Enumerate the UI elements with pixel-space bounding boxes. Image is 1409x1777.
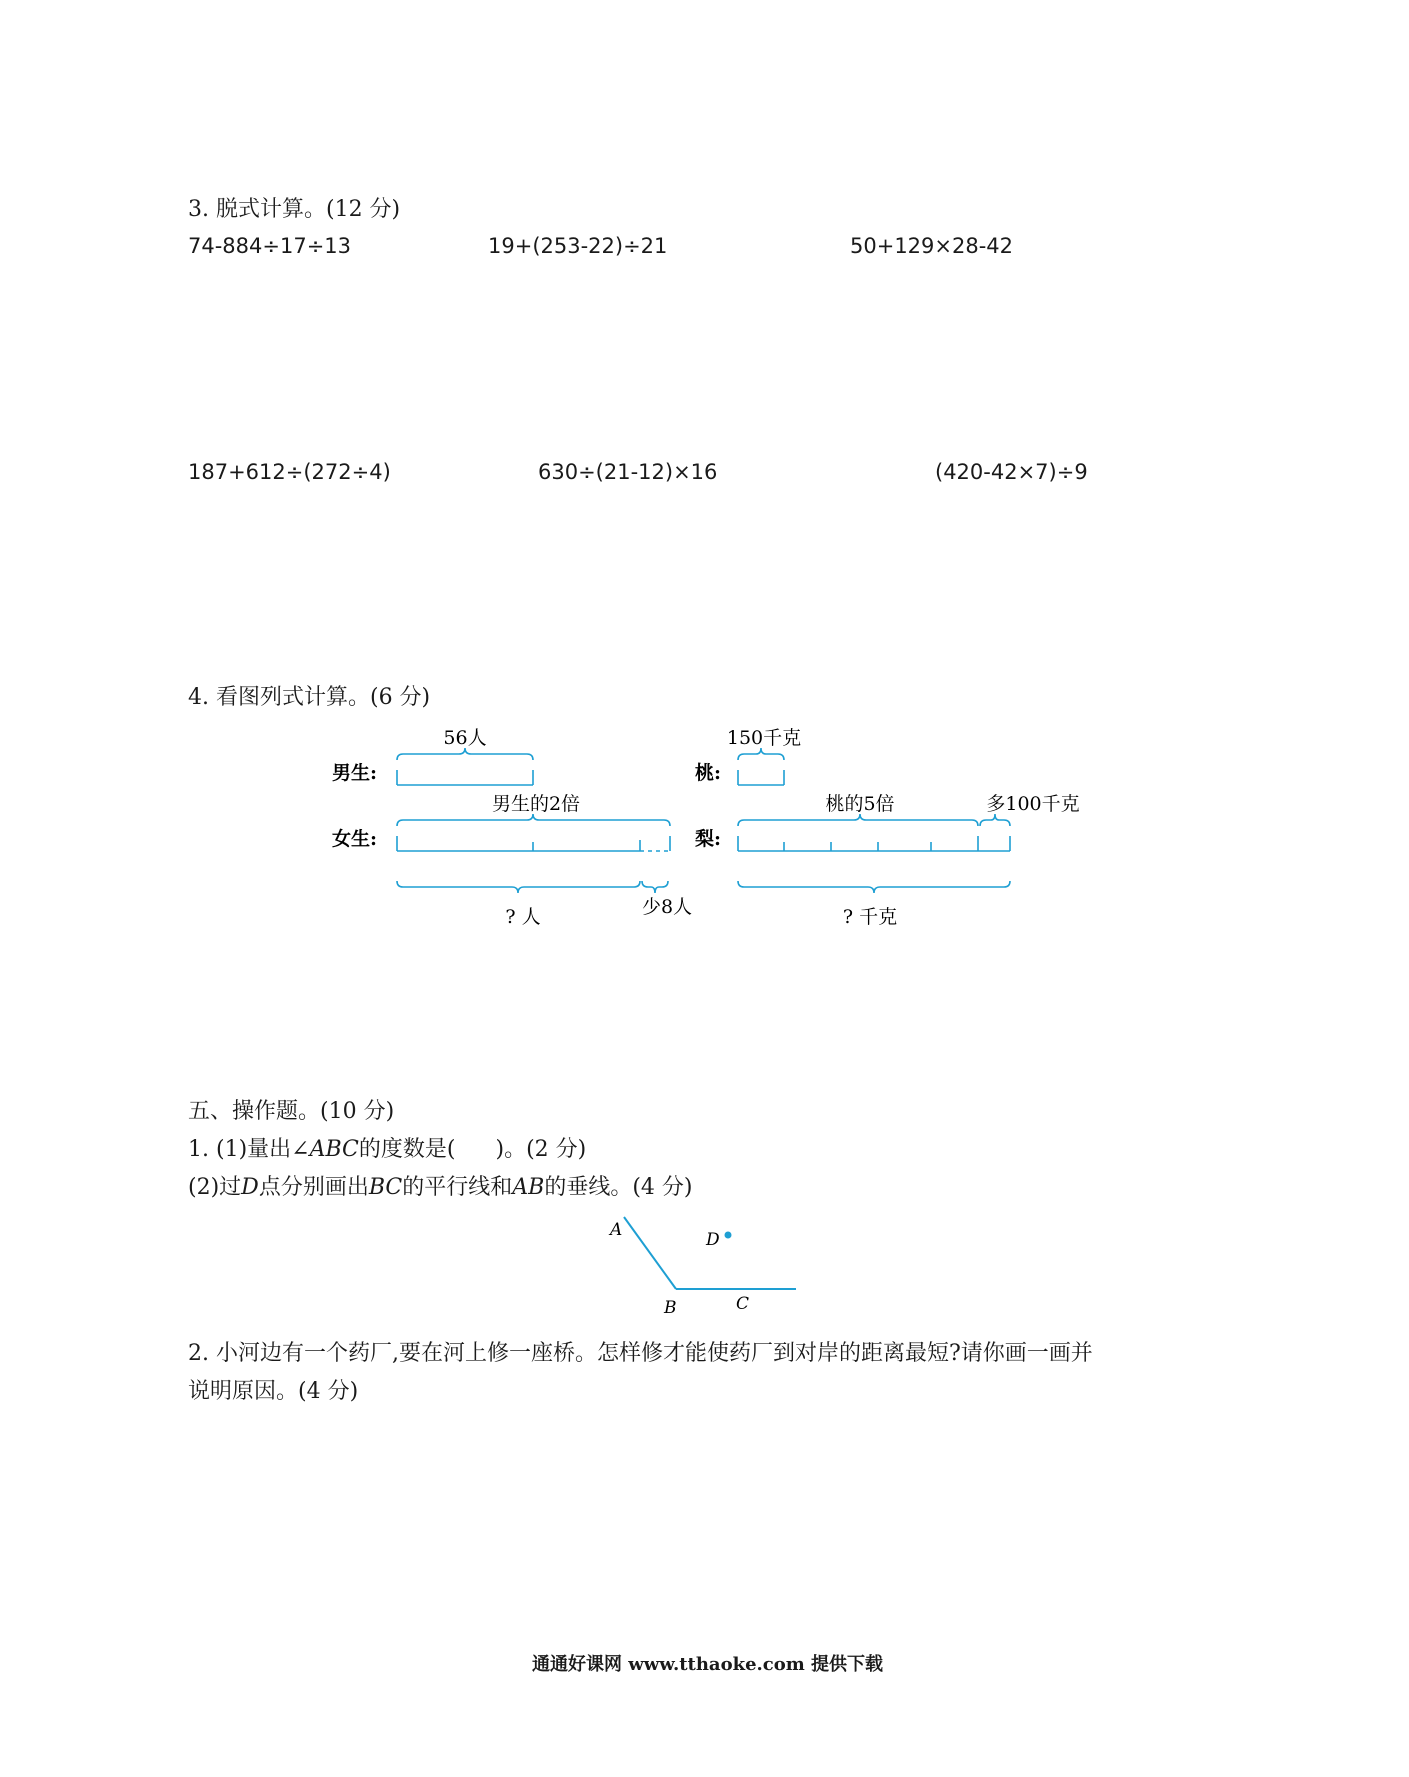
girls-relation-label: 男生的2倍 bbox=[491, 793, 581, 815]
peach-segment bbox=[738, 770, 784, 785]
label-d: D bbox=[706, 1230, 720, 1250]
peach-value-label: 150千克 bbox=[726, 727, 802, 749]
expression-3: 50+129×28-42 bbox=[850, 234, 1014, 258]
q1-part1-suffix: )。(2 分) bbox=[495, 1137, 587, 1162]
question1-part2 bbox=[188, 1173, 693, 1203]
pear-five-times-brace bbox=[738, 814, 978, 826]
segment-ab-name: AB bbox=[512, 1175, 545, 1200]
boys-value-label: 56人 bbox=[443, 727, 487, 749]
expression-5: 630÷(21-12)×16 bbox=[538, 460, 718, 484]
expression-2: 19+(253-22)÷21 bbox=[488, 234, 668, 258]
less-brace bbox=[642, 881, 668, 893]
more-brace bbox=[980, 814, 1010, 826]
pear-question-label: ? 千克 bbox=[842, 906, 898, 928]
boys-segment bbox=[397, 770, 533, 785]
less-label: 少8人 bbox=[641, 896, 693, 918]
point-d bbox=[725, 1232, 732, 1239]
expression-4: 187+612÷(272÷4) bbox=[188, 460, 391, 484]
boys-label: 男生: bbox=[332, 762, 378, 784]
ray-ba bbox=[624, 1217, 676, 1289]
footer-credit: 通通好课网 www.tthaoke.com 提供下载 bbox=[532, 1654, 884, 1675]
line-segment-diagram bbox=[0, 710, 1409, 970]
section4-title: 4. 看图列式计算。(6 分) bbox=[188, 685, 431, 710]
q1-part1-middle: 的度数是( bbox=[358, 1137, 456, 1162]
segment-bc-name: BC bbox=[368, 1175, 403, 1200]
girls-segment bbox=[397, 836, 670, 851]
expression-1: 74-884÷17÷13 bbox=[188, 234, 352, 258]
question2-line2: 说明原因。(4 分) bbox=[188, 1379, 359, 1404]
pear-relation-label: 桃的5倍 bbox=[825, 793, 895, 815]
label-a: A bbox=[610, 1220, 623, 1240]
q1-part2-mid2: 的平行线和 bbox=[402, 1175, 513, 1200]
girls-question-label: ? 人 bbox=[505, 906, 541, 928]
more-label: 多100千克 bbox=[986, 793, 1080, 815]
question1-part1 bbox=[188, 1135, 586, 1165]
boys-brace bbox=[397, 748, 533, 760]
angle-abc-name: ABC bbox=[309, 1137, 359, 1162]
girls-total-brace bbox=[397, 881, 640, 893]
label-b: B bbox=[664, 1298, 677, 1318]
q1-part2-prefix: (2)过 bbox=[188, 1175, 242, 1200]
angle-diagram bbox=[590, 1205, 890, 1335]
girls-label: 女生: bbox=[332, 828, 378, 850]
peach-label: 桃: bbox=[695, 762, 722, 784]
pear-segment bbox=[738, 836, 1010, 851]
q1-part2-suffix: 的垂线。(4 分) bbox=[544, 1175, 693, 1200]
peach-brace bbox=[738, 748, 784, 760]
pear-total-brace bbox=[738, 881, 1010, 893]
girls-brace bbox=[397, 814, 670, 826]
q1-part1-prefix: 1. (1)量出∠ bbox=[188, 1137, 310, 1162]
question2-line1: 2. 小河边有一个药厂,要在河上修一座桥。怎样修才能使药厂到对岸的距离最短?请你画一画并 bbox=[188, 1341, 1093, 1366]
section5-title: 五、操作题。(10 分) bbox=[188, 1099, 395, 1124]
section3-title: 3. 脱式计算。(12 分) bbox=[188, 197, 401, 222]
expression-6: (420-42×7)÷9 bbox=[935, 460, 1088, 484]
pear-label: 梨: bbox=[695, 828, 722, 850]
q1-part2-mid1: 点分别画出 bbox=[258, 1175, 369, 1200]
point-d-name: D bbox=[241, 1175, 259, 1200]
label-c: C bbox=[736, 1294, 750, 1314]
